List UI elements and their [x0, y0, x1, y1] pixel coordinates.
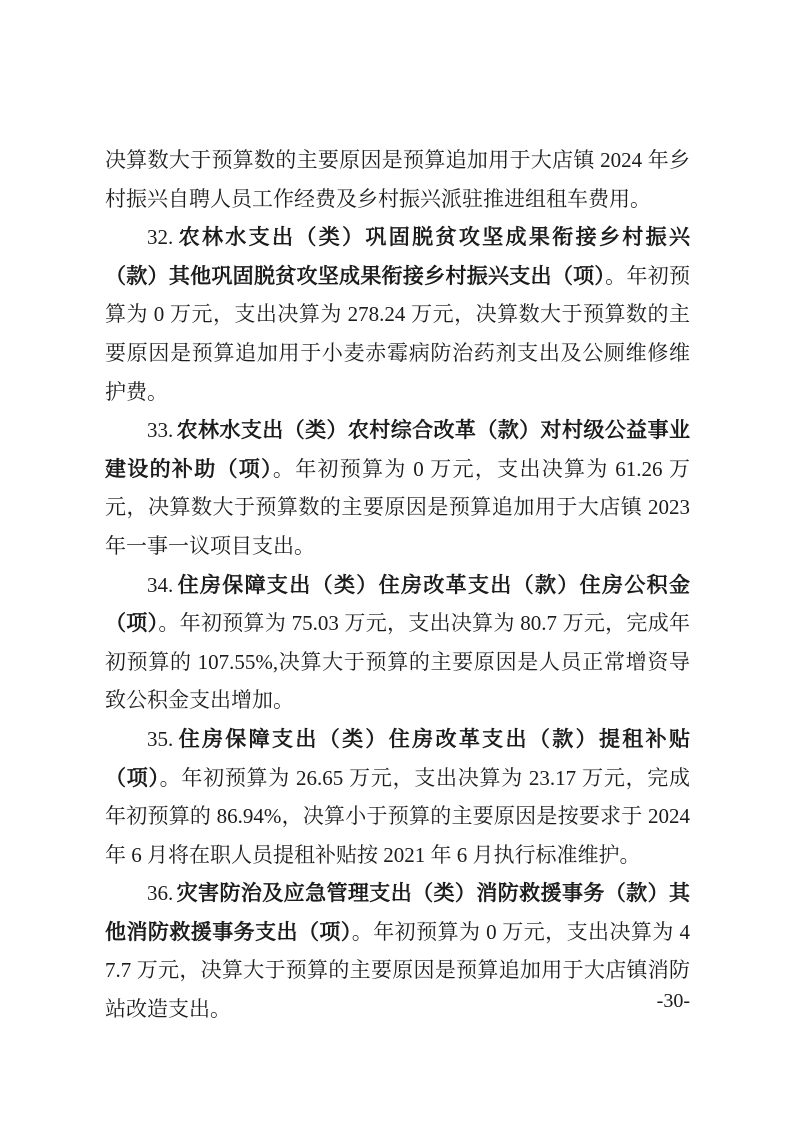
paragraph-item-32	[105, 218, 690, 411]
paragraph-item-33	[105, 411, 690, 565]
page-number: -30-	[656, 990, 690, 1012]
paragraph-number: 36.	[147, 881, 174, 906]
paragraph-body: 。年初预算为 0 万元，支出决算为 278.24 万元，决算数大于预算数的主要原因是预算追加用于小麦赤霉病防治药剂支出及公厕维修维护费。	[105, 263, 691, 404]
paragraph-heading: 农林水支出（类）农村综合改革（款）对村级公益事业建设的补助（项）	[105, 418, 690, 481]
paragraph-number: 32.	[147, 225, 174, 250]
paragraph-body: 。年初预算为 0 万元，支出决算为 47.7 万元，决算大于预算的主要原因是预算追加用于大店镇消防站改造支出。	[105, 919, 691, 1022]
paragraph-item-35	[105, 720, 690, 874]
paragraph-heading: 农林水支出（类）巩固脱贫攻坚成果衔接乡村振兴（款）其他巩固脱贫攻坚成果衔接乡村振兴支出（项）	[105, 225, 690, 288]
paragraph-number: 34.	[147, 572, 174, 597]
paragraph-item-36	[105, 874, 690, 1028]
paragraph-body: 。年初预算为 26.65 万元，支出决算为 23.17 万元，完成年初预算的 86.94%，决算小于预算的主要原因是按要求于 2024 年 6 月将在职人员提租补贴按 2021 年 6 月执行标准维护。	[105, 765, 691, 867]
paragraph-body: 。年初预算为 75.03 万元，支出决算为 80.7 万元，完成年初预算的 107.55%,决算大于预算的主要原因是人员正常增资导致公积金支出增加。	[105, 611, 691, 713]
paragraph-body: 决算数大于预算数的主要原因是预算追加用于大店镇 2024 年乡村振兴自聘人员工作经费及乡村振兴派驻推进组租车费用。	[105, 148, 690, 211]
paragraph-heading: 灾害防治及应急管理支出（类）消防救援事务（款）其他消防救援事务支出（项）	[105, 881, 690, 944]
paragraph-item-34	[105, 566, 690, 720]
paragraph-number: 33.	[147, 418, 174, 443]
paragraph-number: 35.	[147, 726, 174, 751]
paragraph-body: 。年初预算为 0 万元，支出决算为 61.26 万元，决算数大于预算数的主要原因是预算追加用于大店镇 2023 年一事一议项目支出。	[105, 456, 691, 558]
paragraph-continued	[105, 141, 690, 218]
paragraph-heading: 住房保障支出（类）住房改革支出（款）提租补贴（项）	[105, 726, 690, 790]
paragraph-heading: 住房保障支出（类）住房改革支出（款）住房公积金（项）	[105, 572, 690, 636]
document-body-text	[105, 141, 690, 1029]
